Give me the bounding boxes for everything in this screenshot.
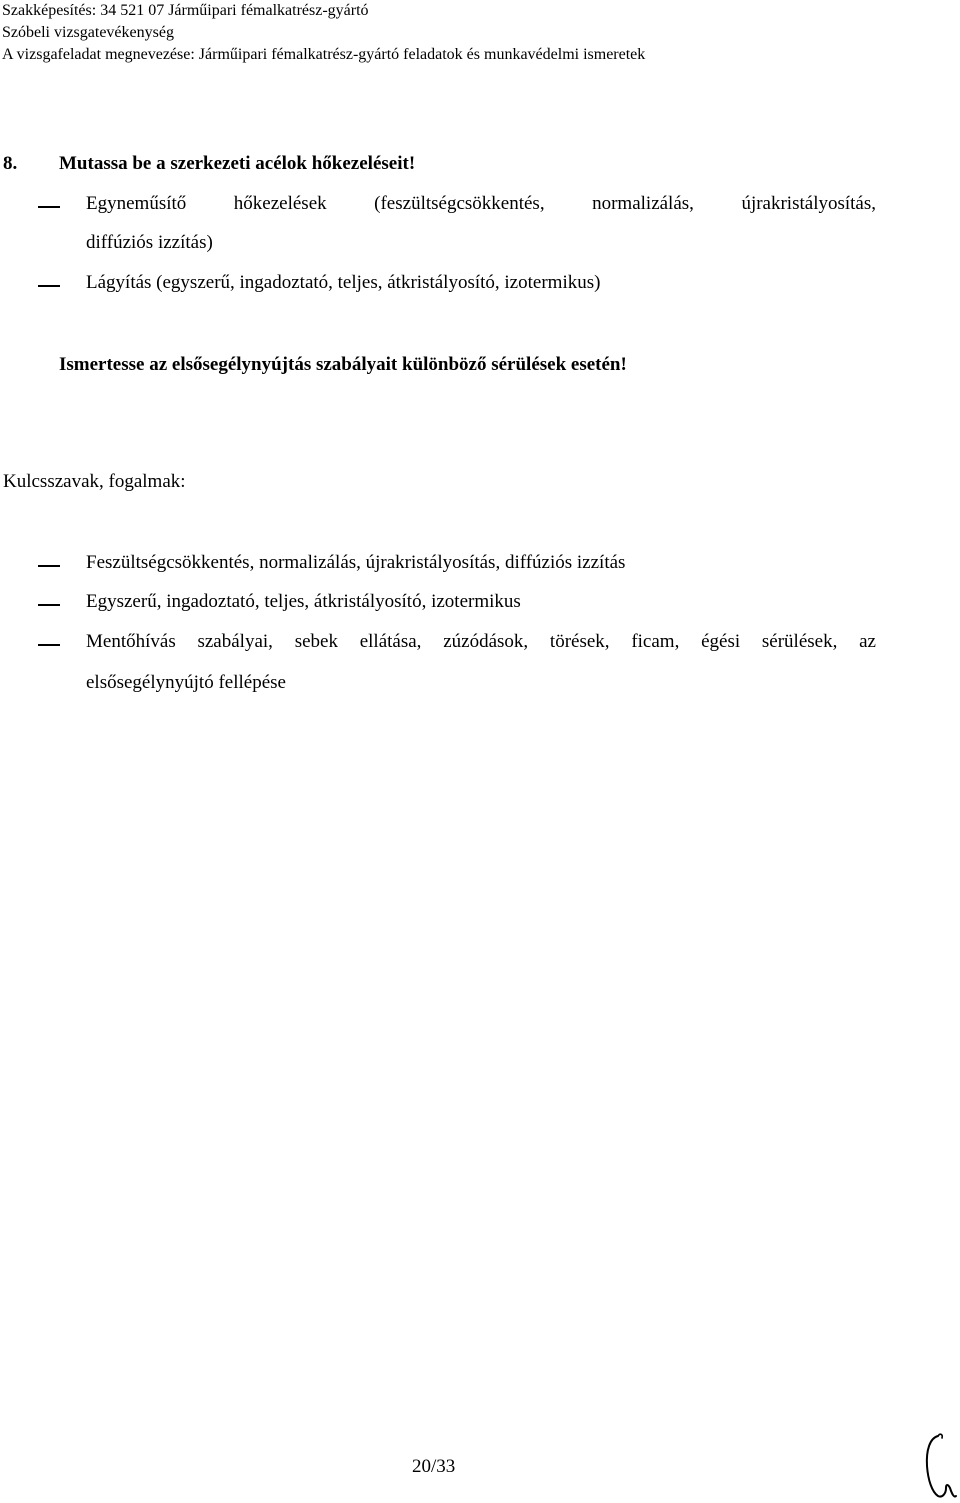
list-item-text: Egyneműsítő hőkezelések (feszültségcsökkentés, normalizálás, újrakristályosítás, <box>86 193 876 214</box>
page-header <box>2 0 645 66</box>
dash-bullet-icon <box>38 604 60 606</box>
dash-bullet-icon <box>38 206 60 208</box>
page-number: 20/33 <box>412 1456 456 1477</box>
list-item-text: Lágyítás (egyszerű, ingadoztató, teljes, átkristályosító, izotermikus) <box>86 272 601 293</box>
list-item-text: Mentőhívás szabályai, sebek ellátása, zúzódások, törések, ficam, égési sérülések, az <box>86 631 876 652</box>
second-question: Ismertesse az elsősegélynyújtás szabályait különböző sérülések esetén! <box>59 354 627 375</box>
list-item-continuation: elsősegélynyújtó fellépése <box>86 672 286 693</box>
dash-bullet-icon <box>38 285 60 287</box>
header-qualification: Szakképesítés: 34 521 07 Járműipari fémalkatrész-gyártó <box>2 2 369 19</box>
keywords-title: Kulcsszavak, fogalmak: <box>3 471 186 492</box>
list-item-continuation: diffúziós izzítás) <box>86 232 213 253</box>
dash-bullet-icon <box>38 565 60 567</box>
header-exam-type: Szóbeli vizsgatevékenység <box>2 24 174 41</box>
question-number: 8. <box>3 153 18 174</box>
question-text: Mutassa be a szerkezeti acélok hőkezeléseit! <box>59 153 416 174</box>
list-item-text: Egyszerű, ingadoztató, teljes, átkristályosító, izotermikus <box>86 591 521 612</box>
header-task-name: A vizsgafeladat megnevezése: Járműipari fémalkatrész-gyártó feladatok és munkavédelmi ismeretek <box>2 46 646 63</box>
question-title <box>3 153 415 175</box>
list-item-text: Feszültségcsökkentés, normalizálás, újrakristályosítás, diffúziós izzítás <box>86 552 626 573</box>
dash-bullet-icon <box>38 644 60 646</box>
signature-icon <box>918 1428 960 1503</box>
